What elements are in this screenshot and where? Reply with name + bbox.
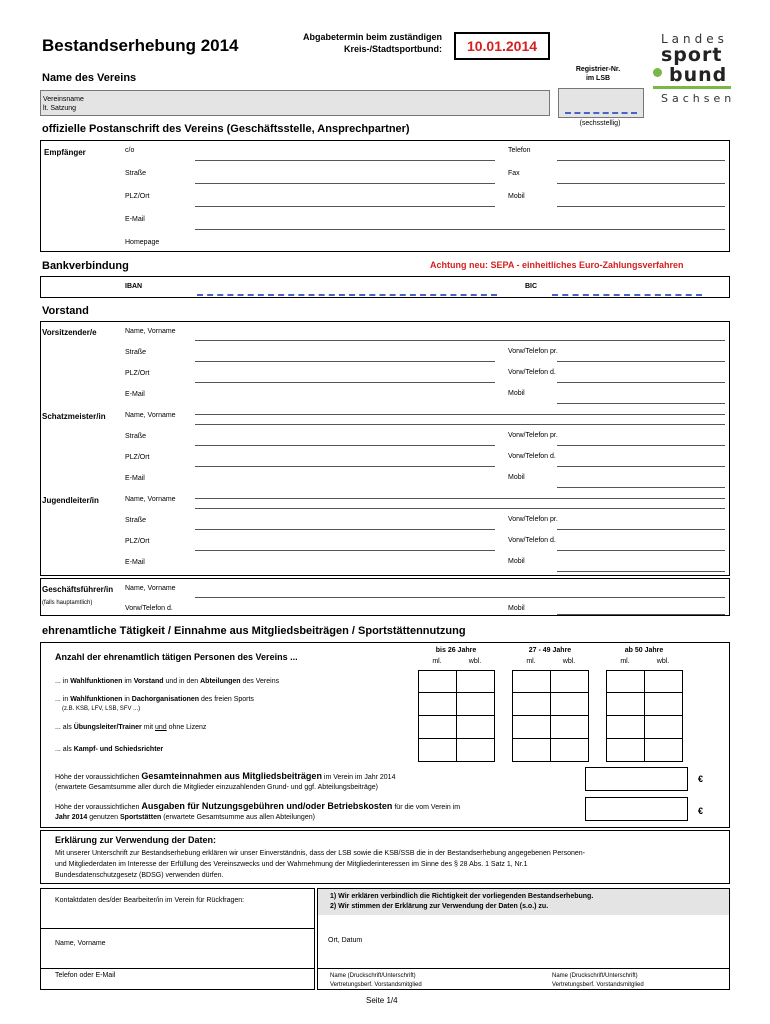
role-plzort-input[interactable] [195,466,495,467]
role-mobil-label: Mobil [508,474,525,481]
telefon-input[interactable] [557,160,725,161]
email-input[interactable] [195,229,725,230]
role-tel_pr-label: Vorw/Telefon pr. [508,516,558,523]
ml-label: ml. [620,658,630,665]
ml-label: ml. [526,658,536,665]
count-input[interactable] [418,715,457,739]
count-input[interactable] [512,738,551,762]
count-input[interactable] [456,715,495,739]
cost-sub: Jahr 2014 genutzen Sportstätten (erwartete Gesamtsumme aus allen Abteilungen) [55,814,315,821]
deadline-date: 10.01.2014 [454,32,550,60]
count-input[interactable] [512,670,551,694]
fax-label: Fax [508,170,520,177]
row-trainer: ... als Übungsleiter/Trainer mit und ohne Lizenz [55,724,207,731]
role-tel_pr-label: Vorw/Telefon pr. [508,348,558,355]
age-group-label: 27 - 49 Jahre [528,647,572,654]
kontakt-name: Name, Vorname [55,940,106,947]
role-plzort-label: PLZ/Ort [125,370,150,377]
mobil-label: Mobil [508,193,525,200]
plzort-input[interactable] [195,206,495,207]
income-sub: (erwartete Gesamtsumme aller durch die Mitglieder einzuzahlenden Grund- und ggf. Abteilungsbeiträge) [55,784,378,791]
strasse-label: Straße [125,170,147,177]
role-separator [195,498,725,499]
wbl-label: wbl. [656,658,670,665]
wbl-label: wbl. [468,658,482,665]
count-input[interactable] [644,738,683,762]
count-input[interactable] [644,715,683,739]
income-euro: € [698,774,704,784]
role-tel_pr-input[interactable] [557,361,725,362]
count-input[interactable] [550,692,589,716]
kontakt-label: Kontaktdaten des/der Bearbeiter/in im Verein für Rückfragen: [55,897,245,904]
gf-mobil-input[interactable] [557,614,725,615]
role-mobil-input[interactable] [557,403,725,404]
count-input[interactable] [606,692,645,716]
kontakt-tel: Telefon oder E-Mail [55,972,116,979]
verein-heading: Name des Vereins [42,72,137,84]
role-strasse-label: Straße [125,517,147,524]
row-schiri: ... als Kampf- und Schiedsrichter [55,746,164,753]
gf-sub: (falls hauptamtlich) [42,600,93,606]
role-strasse-label: Straße [125,349,147,356]
homepage-label: Homepage [125,239,160,246]
role-tel_d-input[interactable] [557,550,725,551]
role-email-label: E-Mail [125,475,145,482]
role-name-label: Name, Vorname [125,412,176,419]
count-input[interactable] [418,670,457,694]
role-tel_pr-input[interactable] [557,529,725,530]
co-label: c/o [125,147,135,154]
sig-divider [317,968,730,969]
page-number: Seite 1/4 [366,996,398,1005]
ehrenamt-heading: ehrenamtliche Tätigkeit / Einnahme aus Mitgliedsbeiträgen / Sportstättennutzung [42,625,466,637]
bic-label: BIC [525,283,538,290]
vereinsname-field[interactable]: Vereinsname lt. Satzung [40,90,550,116]
kontakt-divider [40,928,315,929]
gf-name-label: Name, Vorname [125,585,176,592]
co-input[interactable] [195,160,495,161]
iban-label: IBAN [125,283,143,290]
role-strasse-input[interactable] [195,529,495,530]
signature-2[interactable]: Name (Druckschrift/Unterschrift) Vertretungsberf. Vorstandsmitglied [552,973,644,988]
email-label: E-Mail [125,216,145,223]
count-input[interactable] [550,715,589,739]
role-mobil-label: Mobil [508,390,525,397]
count-input[interactable] [456,670,495,694]
signature-1[interactable]: Name (Druckschrift/Unterschrift) Vertretungsberf. Vorstandsmitglied [330,973,422,988]
strasse-input[interactable] [195,183,495,184]
row-vorstand: ... in Wahlfunktionen im Vorstand und in den Abteilungen des Vereins [55,678,280,685]
deadline-label: Abgabetermin beim zuständigen Kreis-/Stadtsportbund: [302,32,442,54]
role-strasse-label: Straße [125,433,147,440]
postanschrift-heading: offizielle Postanschrift des Vereins (Geschäftsstelle, Ansprechpartner) [42,123,410,135]
role-tel_d-label: Vorw/Telefon d. [508,453,556,460]
bank-heading: Bankverbindung [42,260,129,272]
role-email-label: E-Mail [125,559,145,566]
gf-role: Geschäftsführer/in [42,585,114,594]
role-strasse-input[interactable] [195,361,495,362]
role-mobil-label: Mobil [508,558,525,565]
count-input[interactable] [456,692,495,716]
count-input[interactable] [512,692,551,716]
registr-dashes [565,112,637,114]
role-tel_d-label: Vorw/Telefon d. [508,537,556,544]
wbl-label: wbl. [562,658,576,665]
role-name-label: Name, Vorname [125,496,176,503]
bic-input[interactable] [552,294,702,296]
row-dachorg: ... in Wahlfunktionen in Dachorganisationen des freien Sports [55,696,254,703]
iban-input[interactable] [197,294,497,296]
role-label: Schatzmeister/in [42,412,106,421]
role-label: Jugendleiter/in [42,496,99,505]
lsb-logo: Landes sport bund Sachsen [653,32,731,106]
count-input[interactable] [418,738,457,762]
role-name-input[interactable] [195,508,725,509]
page-title: Bestandserhebung 2014 [42,36,239,55]
ort-datum-label: Ort, Datum [328,937,363,944]
cost-label: Höhe der voraussichtlichen Ausgaben für Nutzungsgebühren und/oder Betriebskosten für die vom Verein im [55,801,461,811]
role-plzort-input[interactable] [195,550,495,551]
registr-label: Registrier-Nr. im LSB [575,66,621,82]
row-dachorg-sub: (z.B. KSB, LFV, LSB, SFV ...) [62,706,141,712]
count-title: Anzahl der ehrenamtlich tätigen Personen des Vereins ... [55,652,298,662]
count-input[interactable] [418,692,457,716]
ml-label: ml. [432,658,442,665]
age-group-label: ab 50 Jahre [624,647,664,654]
gf-mobil-label: Mobil [508,605,525,612]
income-input[interactable] [585,767,688,791]
role-mobil-input[interactable] [557,487,725,488]
role-separator [195,414,725,415]
declaration-head: 1) Wir erklären verbindlich die Richtigkeit der vorliegenden Bestandserhebung. 2) Wir stimmen der Erklärung zur Verwendung der Daten (s.o.) zu. [318,889,729,915]
role-email-label: E-Mail [125,391,145,398]
cost-euro: € [698,806,704,816]
role-strasse-input[interactable] [195,445,495,446]
plzort-label: PLZ/Ort [125,193,150,200]
count-input[interactable] [606,738,645,762]
telefon-label: Telefon [508,147,531,154]
cost-input[interactable] [585,797,688,821]
role-plzort-input[interactable] [195,382,495,383]
age-group-label: bis 26 Jahre [435,647,477,654]
kontakt-divider-2 [40,968,315,969]
erklaerung-text: Mit unserer Unterschrift zur Bestandserhebung erklären wir unser Einverständnis, dass der LSB sowie die KSB/SSB die in der Bestandserhebung angegebenen Personen- und Mitgliederdaten im Interesse der Erfüllung des Vereinszwecks und der Wahrnehmung der Mitgliederinteressen im Sinne des § 28 Abs. 1 Satz 1, Nr.1 Bundesdatenschutzgesetz (BDSG) verwenden dürfen. [55,850,585,879]
income-label: Höhe der voraussichtlichen Gesamteinnahmen aus Mitgliedsbeiträgen im Verein im Jahr 2014 [55,771,396,781]
registr-hint: (sechsstellig) [579,120,621,127]
role-label: Vorsitzender/e [42,328,97,337]
count-input[interactable] [606,715,645,739]
erklaerung-title: Erklärung zur Verwendung der Daten: [55,835,217,845]
role-tel_d-label: Vorw/Telefon d. [508,369,556,376]
count-input[interactable] [644,692,683,716]
role-mobil-input[interactable] [557,571,725,572]
mobil-input[interactable] [557,206,725,207]
role-tel_pr-label: Vorw/Telefon pr. [508,432,558,439]
role-plzort-label: PLZ/Ort [125,454,150,461]
fax-input[interactable] [557,183,725,184]
vorstand-heading: Vorstand [42,305,89,317]
empfaenger-label: Empfänger [44,148,86,157]
count-input[interactable] [456,738,495,762]
gf-name-input[interactable] [195,597,725,598]
sepa-note: Achtung neu: SEPA - einheitliches Euro-Zahlungsverfahren [430,260,684,270]
count-input[interactable] [644,670,683,694]
role-tel_d-input[interactable] [557,382,725,383]
role-plzort-label: PLZ/Ort [125,538,150,545]
count-input[interactable] [512,715,551,739]
role-tel_pr-input[interactable] [557,445,725,446]
count-input[interactable] [550,670,589,694]
count-input[interactable] [606,670,645,694]
role-name-input[interactable] [195,340,725,341]
gf-tel-label: Vorw/Telefon d. [125,605,173,612]
role-name-label: Name, Vorname [125,328,176,335]
role-name-input[interactable] [195,424,725,425]
role-tel_d-input[interactable] [557,466,725,467]
count-input[interactable] [550,738,589,762]
